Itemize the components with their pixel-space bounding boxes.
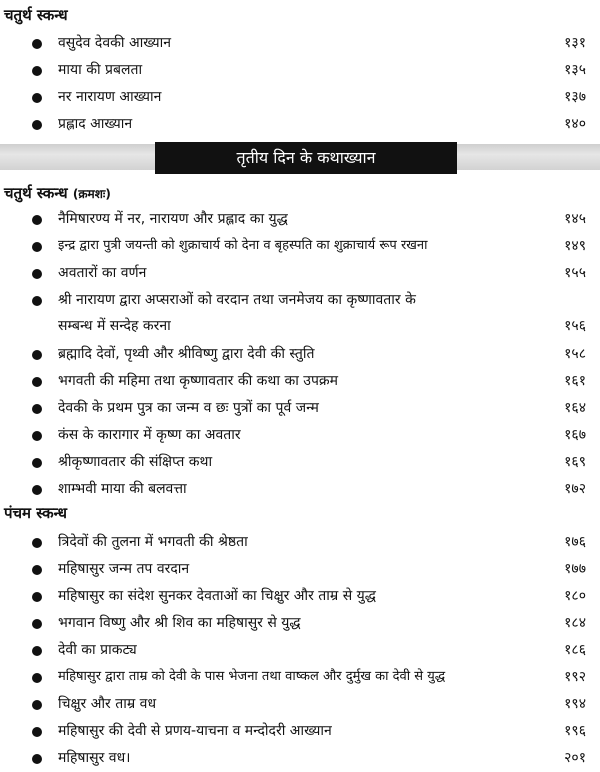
entry-title: श्री नारायण द्वारा अप्सराओं को वरदान तथा जनमेजय का कृष्णावतार के [58,292,416,308]
list-item [0,234,600,260]
bullet-icon [32,66,42,76]
entry-page-number: १६१ [564,373,586,389]
entry-title-continued: सम्बन्ध में सन्देह करना [58,318,171,334]
entry-title: अवतारों का वर्णन [58,265,147,281]
entry-page-number: १६९ [564,454,586,470]
entry-page-number: १८४ [564,615,586,631]
entry-page-number: १८० [564,588,586,604]
bullet-icon [32,700,42,710]
entry-page-number: १७७ [564,561,586,577]
bullet-icon [32,215,42,225]
entry-page-number: १९२ [564,669,586,685]
entry-page-number: १७२ [564,481,586,497]
entry-title: देवी का प्राकट्य [58,642,137,658]
entry-title: महिषासुर की देवी से प्रणय-याचना व मन्दोदरी आख्यान [58,723,332,739]
list-item [0,530,600,556]
list-item [0,342,600,368]
entry-title: श्रीकृष्णावतार की संक्षिप्त कथा [58,454,213,470]
entry-title: त्रिदेवों की तुलना में भगवती की श्रेष्ठता [58,534,248,550]
bullet-icon [32,269,42,279]
entry-page-number: १६४ [564,400,586,416]
entry-page-number: १६७ [564,427,586,443]
bullet-icon [32,242,42,252]
list-item [0,423,600,449]
entry-title: कंस के कारागार में कृष्ण का अवतार [58,427,241,443]
list-item [0,746,600,772]
day-banner-text: तृतीय दिन के कथाख्यान [236,148,376,167]
list-item [0,369,600,395]
bullet-icon [32,727,42,737]
bullet-icon [32,350,42,360]
section-heading [4,5,68,25]
entry-page-number: १४० [564,116,586,132]
list-item [0,396,600,422]
bullet-icon [32,619,42,629]
section-heading [4,503,67,523]
bullet-icon [32,754,42,764]
bullet-icon [32,120,42,130]
section-heading-text: चतुर्थ स्कन्ध [4,184,68,202]
entry-title: नैमिषारण्य में नर, नारायण और प्रह्लाद का युद्ध [58,211,288,227]
list-item [0,557,600,583]
list-item [0,638,600,664]
entry-page-number: १३७ [564,89,586,105]
list-item [0,477,600,503]
list-item [0,719,600,745]
entry-title: महिषासुर वध। [58,750,131,766]
entry-title: माया की प्रबलता [58,62,143,78]
entry-page-number: १५६ [564,318,586,334]
list-item [0,112,600,138]
entry-page-number: २०१ [564,750,586,766]
entry-title: महिषासुर जन्म तप वरदान [58,561,190,577]
bullet-icon [32,404,42,414]
bullet-icon [32,93,42,103]
list-item [0,261,600,287]
section-heading-note: (क्रमशः) [72,187,111,201]
entry-title: ब्रह्मादि देवों, पृथ्वी और श्रीविष्णु द्वारा देवी की स्तुति [58,346,315,362]
section-heading-text: पंचम स्कन्ध [4,504,67,522]
entry-title: महिषासुर द्वारा ताम्र को देवी के पास भेजना तथा वाष्कल और दुर्मुख का देवी से युद्ध [58,669,446,684]
entry-page-number: १९४ [564,696,586,712]
list-item [0,288,600,340]
entry-title: भगवती की महिमा तथा कृष्णावतार की कथा का उपक्रम [58,373,339,389]
bullet-icon [32,646,42,656]
section-heading [4,183,111,204]
entry-page-number: १४९ [564,238,586,254]
entry-title: इन्द्र द्वारा पुत्री जयन्ती को शुक्राचार्य को देना व बृहस्पति का शुक्राचार्य रूप रखना [58,238,428,253]
entry-title: चिक्षुर और ताम्र वध [58,696,157,712]
bullet-icon [32,39,42,49]
list-item [0,584,600,610]
list-item [0,450,600,476]
entry-title: शाम्भवी माया की बलवत्ता [58,481,187,497]
bullet-icon [32,377,42,387]
bullet-icon [32,673,42,683]
section-heading-text: चतुर्थ स्कन्ध [4,6,68,24]
bullet-icon [32,458,42,468]
entry-title: महिषासुर का संदेश सुनकर देवताओं का चिक्षुर और ताम्र से युद्ध [58,588,376,604]
entry-title: प्रह्लाद आख्यान [58,116,133,132]
entry-title: भगवान विष्णु और श्री शिव का महिषासुर से युद्ध [58,615,301,631]
entry-title: देवकी के प्रथम पुत्र का जन्म व छः पुत्रों का पूर्व जन्म [58,400,319,416]
list-item [0,692,600,718]
entry-page-number: १३१ [564,35,586,51]
bullet-icon [32,538,42,548]
entry-page-number: १५५ [564,265,586,281]
list-item [0,58,600,84]
entry-page-number: १४५ [564,211,586,227]
list-item [0,31,600,57]
entry-page-number: १८६ [564,642,586,658]
entry-page-number: १५८ [564,346,586,362]
list-item [0,85,600,111]
list-item [0,665,600,691]
bullet-icon [32,565,42,575]
bullet-icon [32,485,42,495]
list-item [0,611,600,637]
entry-title: वसुदेव देवकी आख्यान [58,35,171,51]
entry-page-number: १३५ [564,62,586,78]
entry-page-number: १७६ [564,534,586,550]
list-item [0,207,600,233]
bullet-icon [32,296,42,306]
entry-title: नर नारायण आख्यान [58,89,162,105]
bullet-icon [32,431,42,441]
bullet-icon [32,592,42,602]
day-banner [155,142,457,174]
entry-page-number: १९६ [564,723,586,739]
